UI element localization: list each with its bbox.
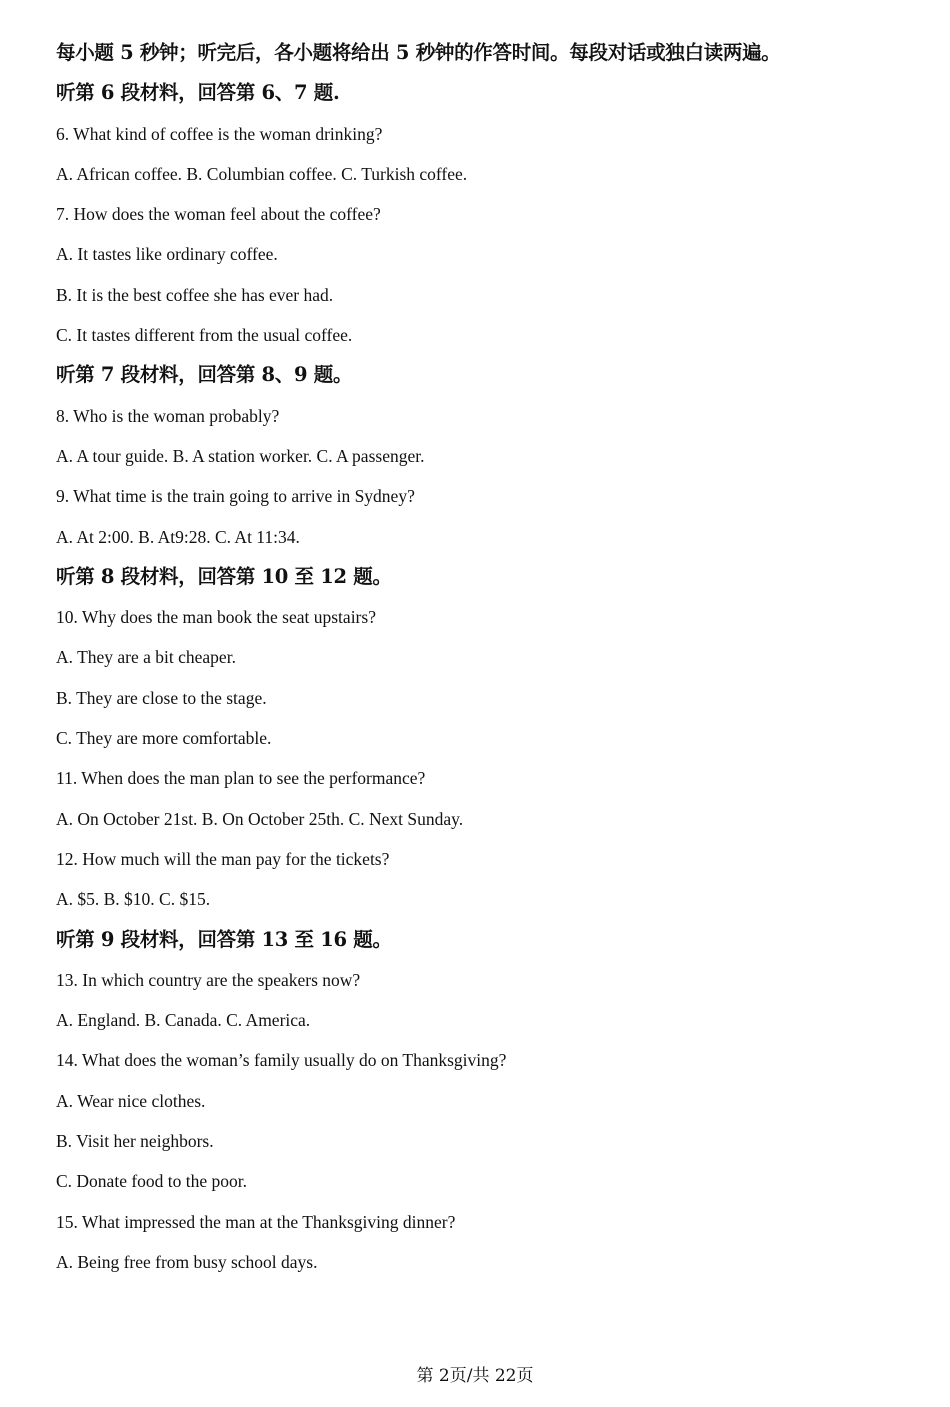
options-8: A. A tour guide. B. A station worker. C. A passenger. <box>56 445 425 466</box>
options-13: A. England. B. Canada. C. America. <box>56 1010 311 1031</box>
option-14a: A. Wear nice clothes. <box>56 1090 206 1111</box>
options-6: A. African coffee. B. Columbian coffee. C. Turkish coffee. <box>56 163 468 184</box>
question-11: 11. When does the man plan to see the performance? <box>56 768 426 789</box>
section-heading-7: 听第 7 段材料，回答第 8、9 题。 <box>56 363 353 387</box>
question-10: 10. Why does the man book the seat upstairs? <box>56 607 376 628</box>
option-10c: C. They are more comfortable. <box>56 728 272 749</box>
section-heading-9: 听第 9 段材料，回答第 13 至 16 题。 <box>56 927 392 951</box>
document-body <box>56 37 916 1286</box>
question-8: 8. Who is the woman probably? <box>56 405 280 426</box>
instruction-text: 每小题 5 秒钟；听完后，各小题将给出 5 秒钟的作答时间。每段对话或独白读两遍。 <box>56 41 781 64</box>
option-7b: B. It is the best coffee she has ever had. <box>56 284 334 305</box>
page-number-footer: 第 2页/共 22页 <box>416 1366 534 1386</box>
question-12: 12. How much will the man pay for the tickets? <box>56 848 390 869</box>
question-15: 15. What impressed the man at the Thanksgiving dinner? <box>56 1211 456 1232</box>
question-9: 9. What time is the train going to arrive in Sydney? <box>56 486 415 507</box>
section-heading-8: 听第 8 段材料，回答第 10 至 12 题。 <box>56 564 392 588</box>
option-15a: A. Being free from busy school days. <box>56 1251 318 1272</box>
question-14: 14. What does the woman’s family usually do on Thanksgiving? <box>56 1050 507 1071</box>
option-14c: C. Donate food to the poor. <box>56 1171 248 1192</box>
options-12: A. $5. B. $10. C. $15. <box>56 889 211 910</box>
option-10a: A. They are a bit cheaper. <box>56 647 236 668</box>
question-7: 7. How does the woman feel about the coffee? <box>56 204 381 225</box>
option-14b: B. Visit her neighbors. <box>56 1131 214 1152</box>
option-7c: C. It tastes different from the usual coffee. <box>56 325 353 346</box>
option-7a: A. It tastes like ordinary coffee. <box>56 244 278 265</box>
options-11: A. On October 21st. B. On October 25th. C. Next Sunday. <box>56 808 464 829</box>
options-9: A. At 2:00. B. At9:28. C. At 11:34. <box>56 526 300 547</box>
question-13: 13. In which country are the speakers now? <box>56 969 361 990</box>
section-heading-6: 听第 6 段材料，回答第 6、7 题. <box>56 81 340 105</box>
question-6: 6. What kind of coffee is the woman drinking? <box>56 123 383 144</box>
option-10b: B. They are close to the stage. <box>56 687 267 708</box>
